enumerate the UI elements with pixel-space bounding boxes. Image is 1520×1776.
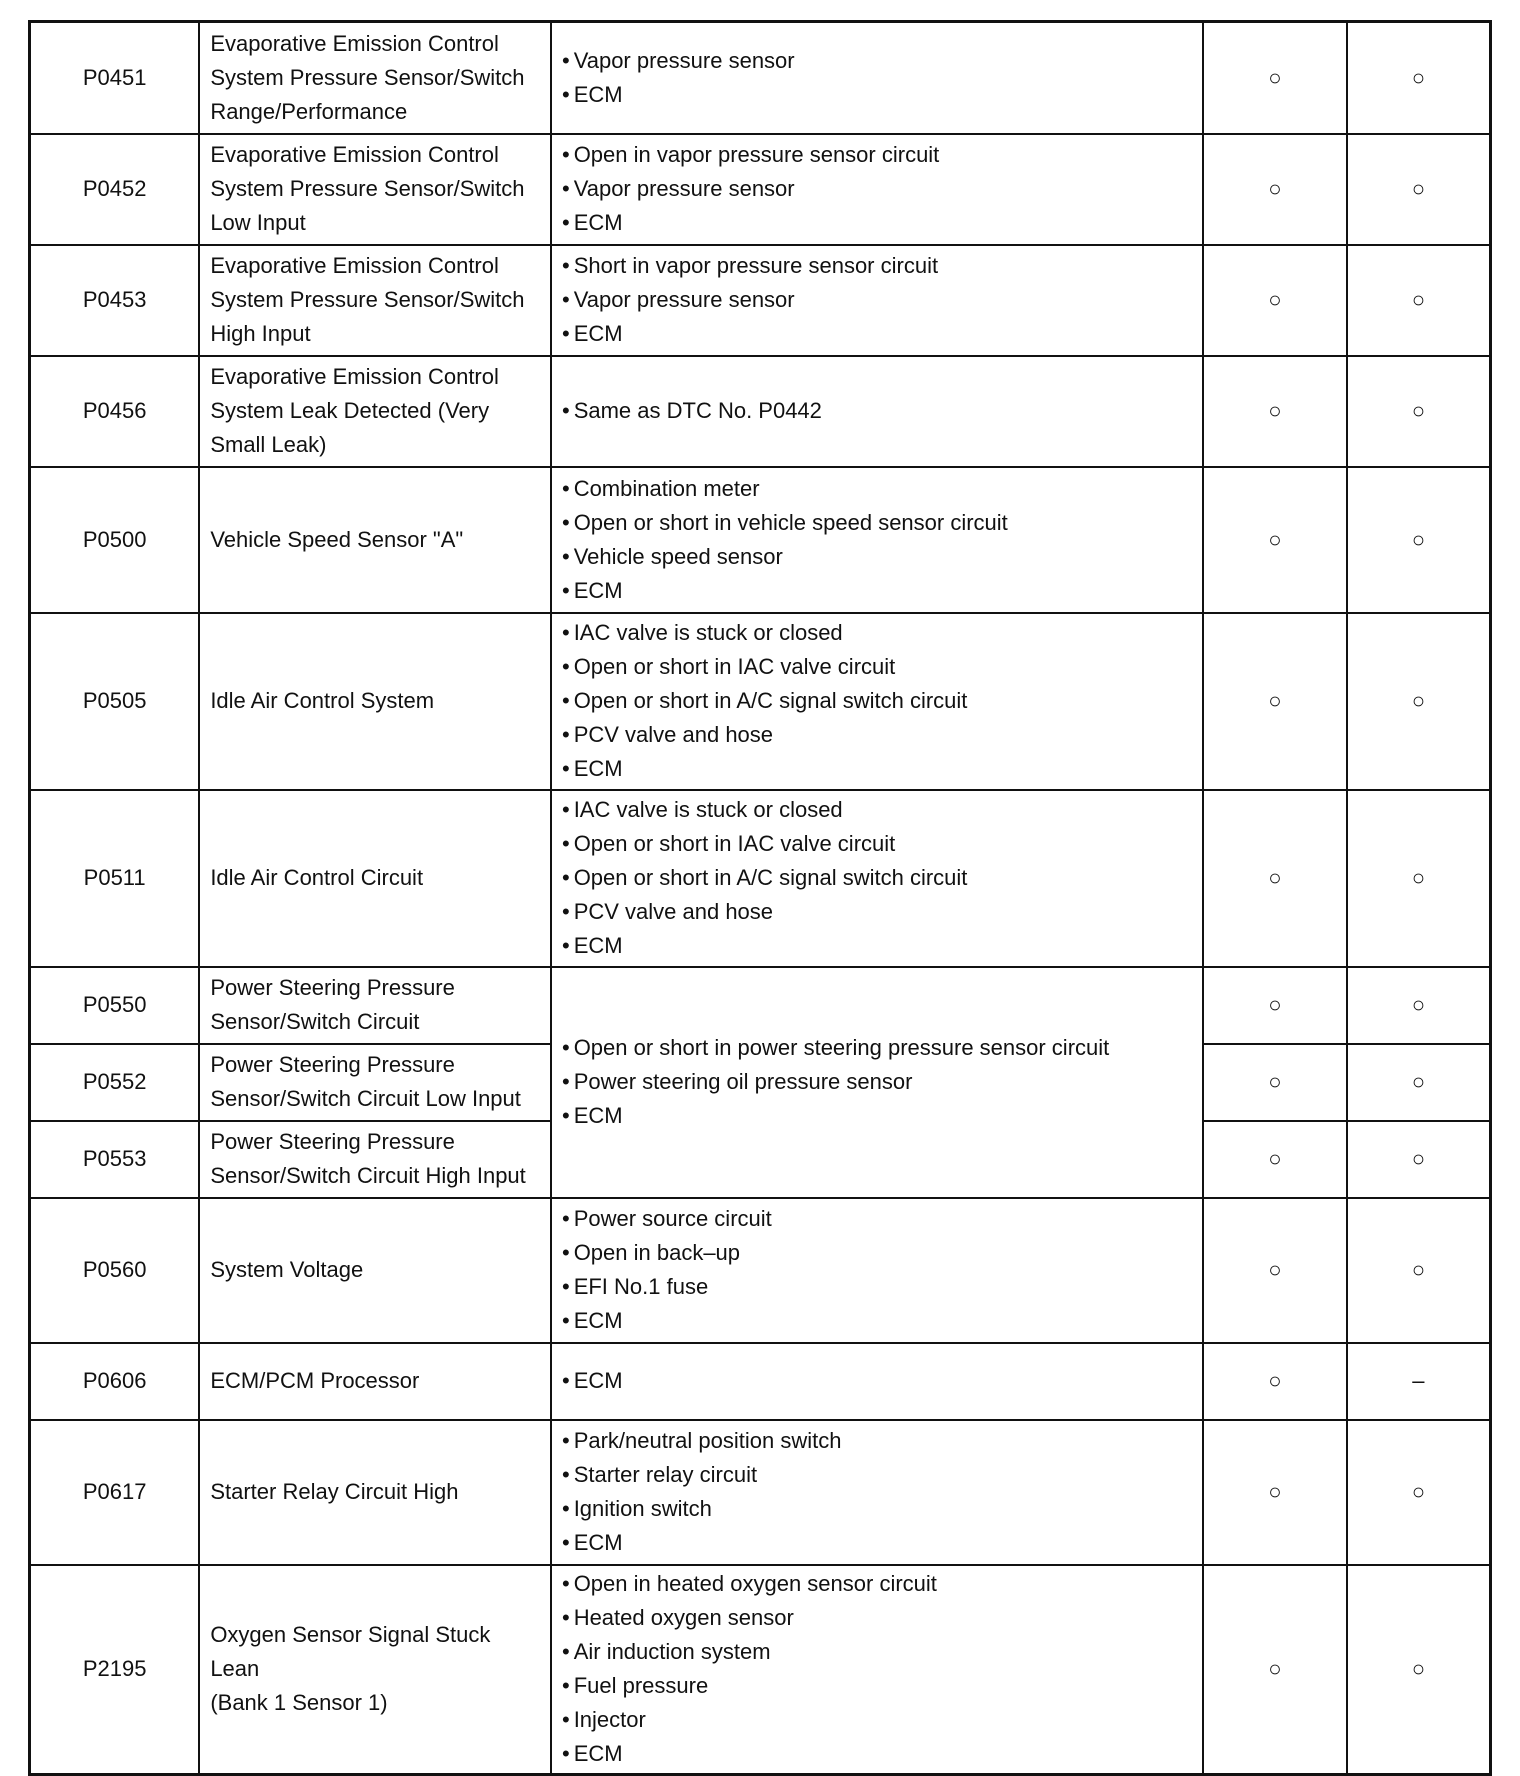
trouble-area: • IAC valve is stuck or closed • Open or short in IAC valve circuit • Open or short in A/C signal switch circuit • PCV valve and hose • ECM — [551, 613, 1203, 790]
trouble-area: • Park/neutral position switch • Starter relay circuit • Ignition switch • ECM — [551, 1420, 1203, 1565]
dtc-code: P0451 — [30, 22, 200, 134]
detection-item: Idle Air Control System — [199, 613, 551, 790]
dtc-code: P0560 — [30, 1198, 200, 1343]
table-row — [30, 1198, 1491, 1343]
mil-mark: ○ — [1203, 790, 1347, 967]
mil-mark: ○ — [1203, 134, 1347, 245]
memory-mark: ○ — [1347, 1198, 1491, 1343]
table-row — [30, 245, 1491, 356]
mil-mark: ○ — [1203, 356, 1347, 467]
memory-mark: ○ — [1347, 134, 1491, 245]
trouble-area: • Open or short in power steering pressure sensor circuit • Power steering oil pressure sensor • ECM — [551, 967, 1203, 1198]
detection-item: Vehicle Speed Sensor "A" — [199, 467, 551, 613]
dtc-code: P0606 — [30, 1343, 200, 1420]
dtc-table-page — [28, 20, 1492, 1776]
trouble-area: • Combination meter • Open or short in vehicle speed sensor circuit • Vehicle speed sensor • ECM — [551, 467, 1203, 613]
dtc-code: P0456 — [30, 356, 200, 467]
memory-mark: ○ — [1347, 1044, 1491, 1121]
memory-mark: ○ — [1347, 22, 1491, 134]
table-row — [30, 22, 1491, 134]
detection-item: System Voltage — [199, 1198, 551, 1343]
table-row — [30, 356, 1491, 467]
table-row — [30, 1420, 1491, 1565]
trouble-area: • Open in vapor pressure sensor circuit • Vapor pressure sensor • ECM — [551, 134, 1203, 245]
detection-item: Evaporative Emission Control System Leak Detected (Very Small Leak) — [199, 356, 551, 467]
mil-mark: ○ — [1203, 22, 1347, 134]
memory-mark: ○ — [1347, 1420, 1491, 1565]
table-row — [30, 134, 1491, 245]
memory-mark: ○ — [1347, 967, 1491, 1044]
detection-item: Oxygen Sensor Signal Stuck Lean (Bank 1 Sensor 1) — [199, 1565, 551, 1775]
trouble-area: • IAC valve is stuck or closed • Open or short in IAC valve circuit • Open or short in A/C signal switch circuit • PCV valve and hose • ECM — [551, 790, 1203, 967]
dtc-table — [28, 20, 1492, 1776]
mil-mark: ○ — [1203, 1121, 1347, 1198]
trouble-area: • Open in heated oxygen sensor circuit • Heated oxygen sensor • Air induction system • Fuel pressure • Injector • ECM — [551, 1565, 1203, 1775]
table-row — [30, 790, 1491, 967]
detection-item: Power Steering Pressure Sensor/Switch Circuit Low Input — [199, 1044, 551, 1121]
mil-mark: ○ — [1203, 245, 1347, 356]
table-row — [30, 967, 1491, 1044]
dtc-code: P0553 — [30, 1121, 200, 1198]
mil-mark: ○ — [1203, 613, 1347, 790]
dtc-code: P0452 — [30, 134, 200, 245]
trouble-area: • Short in vapor pressure sensor circuit • Vapor pressure sensor • ECM — [551, 245, 1203, 356]
mil-mark: ○ — [1203, 1343, 1347, 1420]
memory-mark: ○ — [1347, 613, 1491, 790]
trouble-area: • Same as DTC No. P0442 — [551, 356, 1203, 467]
mil-mark: ○ — [1203, 1420, 1347, 1565]
dtc-code: P0550 — [30, 967, 200, 1044]
table-row — [30, 467, 1491, 613]
dtc-code: P0617 — [30, 1420, 200, 1565]
dtc-code: P0552 — [30, 1044, 200, 1121]
memory-mark: ○ — [1347, 1565, 1491, 1775]
detection-item: ECM/PCM Processor — [199, 1343, 551, 1420]
memory-mark: ○ — [1347, 1121, 1491, 1198]
dtc-code: P2195 — [30, 1565, 200, 1775]
mil-mark: ○ — [1203, 1044, 1347, 1121]
detection-item: Power Steering Pressure Sensor/Switch Circuit — [199, 967, 551, 1044]
mil-mark: ○ — [1203, 1198, 1347, 1343]
dtc-code: P0505 — [30, 613, 200, 790]
detection-item: Evaporative Emission Control System Pressure Sensor/Switch High Input — [199, 245, 551, 356]
mil-mark: ○ — [1203, 467, 1347, 613]
memory-mark: – — [1347, 1343, 1491, 1420]
trouble-area: • Vapor pressure sensor • ECM — [551, 22, 1203, 134]
detection-item: Idle Air Control Circuit — [199, 790, 551, 967]
dtc-code: P0500 — [30, 467, 200, 613]
memory-mark: ○ — [1347, 467, 1491, 613]
table-row — [30, 613, 1491, 790]
memory-mark: ○ — [1347, 356, 1491, 467]
mil-mark: ○ — [1203, 967, 1347, 1044]
table-row — [30, 1565, 1491, 1775]
memory-mark: ○ — [1347, 790, 1491, 967]
table-row — [30, 1343, 1491, 1420]
dtc-code: P0453 — [30, 245, 200, 356]
detection-item: Power Steering Pressure Sensor/Switch Circuit High Input — [199, 1121, 551, 1198]
memory-mark: ○ — [1347, 245, 1491, 356]
trouble-area: • Power source circuit • Open in back–up • EFI No.1 fuse • ECM — [551, 1198, 1203, 1343]
mil-mark: ○ — [1203, 1565, 1347, 1775]
detection-item: Evaporative Emission Control System Pressure Sensor/Switch Range/Performance — [199, 22, 551, 134]
detection-item: Starter Relay Circuit High — [199, 1420, 551, 1565]
dtc-code: P0511 — [30, 790, 200, 967]
detection-item: Evaporative Emission Control System Pressure Sensor/Switch Low Input — [199, 134, 551, 245]
trouble-area: • ECM — [551, 1343, 1203, 1420]
